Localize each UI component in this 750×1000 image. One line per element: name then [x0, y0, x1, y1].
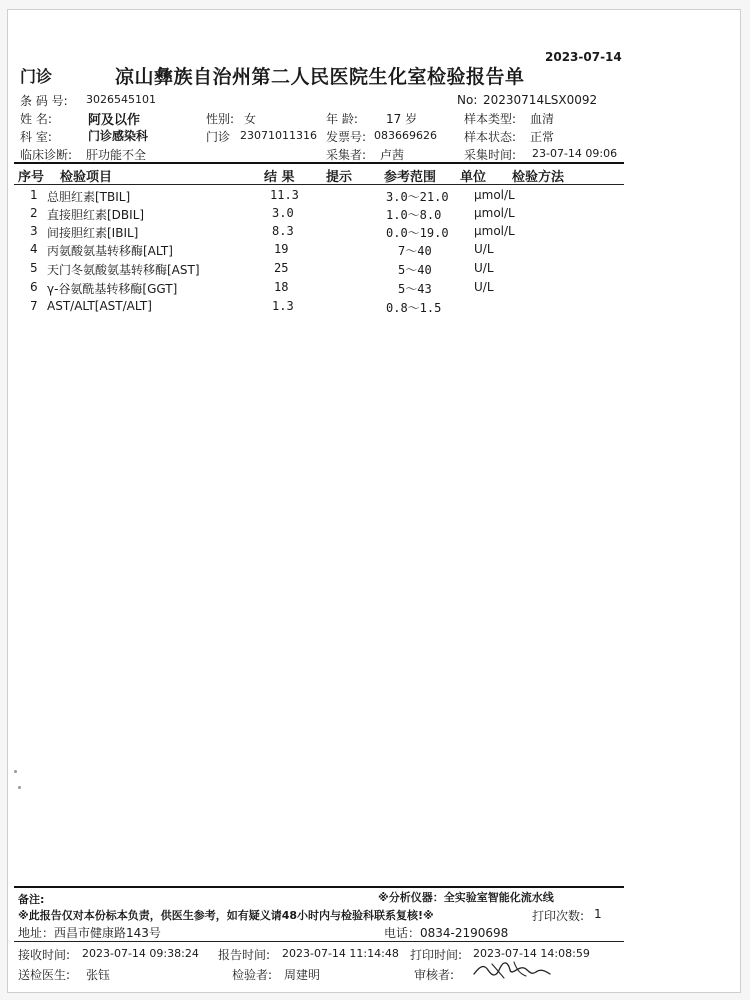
outpatient-no: 23071011316: [240, 129, 317, 142]
report-time-label: 报告时间:: [218, 948, 271, 962]
report-no-label: No:: [457, 93, 478, 107]
tester-value: 周建明: [284, 968, 321, 982]
remarks-label: 备注:: [18, 893, 45, 906]
print-count-value: 1: [594, 907, 602, 921]
gender-value: 女: [244, 112, 257, 126]
row-item: 直接胆红素[DBIL]: [47, 208, 145, 222]
footer-top-rule: [14, 886, 624, 888]
row-item: AST/ALT[AST/ALT]: [47, 299, 152, 313]
report-time-value: 2023-07-14 11:14:48: [282, 947, 399, 960]
gender-label: 性别:: [206, 112, 235, 126]
dept-value: 门诊感染科: [88, 129, 149, 143]
patient-name: 阿及以作: [88, 113, 141, 128]
print-time-label: 打印时间:: [410, 948, 463, 962]
invoice-label: 发票号:: [326, 130, 367, 144]
report-title: 凉山彝族自治州第二人民医院生化室检验报告单: [115, 66, 525, 88]
row-range: 3.0～21.0: [386, 190, 449, 204]
row-result: 8.3: [272, 224, 294, 238]
row-unit: μmol/L: [474, 188, 515, 202]
sample-state-label: 样本状态:: [464, 130, 517, 144]
collector-value: 卢茜: [380, 148, 405, 162]
diagnosis-label: 临床诊断:: [20, 148, 73, 162]
report-date: 2023-07-14: [545, 50, 622, 64]
table-top-rule: [14, 162, 624, 164]
reviewer-label: 审核者:: [414, 968, 455, 982]
row-item: γ-谷氨酰基转移酶[GGT]: [47, 282, 178, 296]
sample-type-label: 样本类型:: [464, 112, 517, 126]
barcode-value: 3026545101: [86, 93, 156, 106]
clinic-type: 门诊: [20, 67, 53, 86]
receive-time-label: 接收时间:: [18, 948, 71, 962]
row-seq: 4: [30, 242, 38, 256]
sample-type-value: 血清: [530, 112, 555, 126]
row-item: 总胆红素[TBIL]: [47, 190, 131, 204]
row-result: 18: [274, 280, 289, 294]
row-range: 5～40: [398, 263, 432, 277]
print-time-value: 2023-07-14 14:08:59: [473, 947, 590, 960]
row-seq: 5: [30, 261, 38, 275]
sample-state-value: 正常: [530, 130, 555, 144]
row-unit: μmol/L: [474, 206, 515, 220]
table-header-rule: [14, 184, 624, 185]
col-header-seq: 序号: [18, 170, 45, 185]
row-result: 19: [274, 242, 289, 256]
barcode-label: 条 码 号:: [20, 94, 68, 108]
row-item: 间接胆红素[IBIL]: [47, 226, 139, 240]
report-no-value: 20230714LSX0092: [483, 93, 598, 107]
col-header-hint: 提示: [326, 170, 353, 185]
row-unit: U/L: [474, 280, 494, 294]
age-value: 17 岁: [386, 112, 418, 126]
collector-label: 采集者:: [326, 148, 367, 162]
age-label: 年 龄:: [326, 112, 358, 126]
row-seq: 3: [30, 224, 38, 238]
row-result: 1.3: [272, 299, 294, 313]
print-count-label: 打印次数:: [532, 909, 585, 923]
collect-time-value: 23-07-14 09:06: [532, 147, 618, 160]
col-header-range: 参考范围: [384, 170, 437, 185]
doctor-value: 张钰: [86, 968, 111, 982]
doctor-label: 送检医生:: [18, 968, 71, 982]
row-item: 丙氨酸氨基转移酶[ALT]: [47, 244, 173, 258]
row-seq: 6: [30, 280, 38, 294]
scan-speck: [18, 786, 21, 789]
footer-mid-rule: [14, 941, 624, 942]
analyzer-note: ※分析仪器：全实验室智能化流水线: [378, 891, 554, 904]
row-seq: 1: [30, 188, 38, 202]
row-seq: 7: [30, 299, 38, 313]
row-range: 7～40: [398, 244, 432, 258]
row-result: 11.3: [270, 188, 299, 202]
col-header-unit: 单位: [460, 170, 487, 185]
row-unit: U/L: [474, 261, 494, 275]
name-label: 姓 名:: [20, 112, 52, 126]
receive-time-value: 2023-07-14 09:38:24: [82, 947, 199, 960]
row-range: 5～43: [398, 282, 432, 296]
address: 地址：西昌市健康路143号: [18, 926, 161, 940]
disclaimer: ※此报告仅对本份标本负责，供医生参考，如有疑义请48小时内与检验科联系复核!※: [18, 909, 434, 922]
phone: 电话：0834-2190698: [384, 926, 509, 940]
reviewer-signature: [470, 956, 554, 984]
row-item: 天门冬氨酸氨基转移酶[AST]: [47, 263, 200, 277]
invoice-no: 083669626: [374, 129, 437, 142]
col-header-result: 结 果: [264, 170, 295, 185]
col-header-item: 检验项目: [60, 170, 113, 185]
dept-label: 科 室:: [20, 130, 52, 144]
outpatient-label: 门诊: [206, 130, 231, 144]
row-result: 25: [274, 261, 289, 275]
row-range: 0.0～19.0: [386, 226, 449, 240]
row-unit: U/L: [474, 242, 494, 256]
col-header-method: 检验方法: [512, 170, 565, 185]
row-seq: 2: [30, 206, 38, 220]
row-result: 3.0: [272, 206, 294, 220]
row-range: 1.0～8.0: [386, 208, 442, 222]
row-range: 0.8～1.5: [386, 301, 442, 315]
scan-speck: [14, 770, 17, 773]
diagnosis-value: 肝功能不全: [86, 148, 147, 162]
collect-time-label: 采集时间:: [464, 148, 517, 162]
row-unit: μmol/L: [474, 224, 515, 238]
tester-label: 检验者:: [232, 968, 273, 982]
